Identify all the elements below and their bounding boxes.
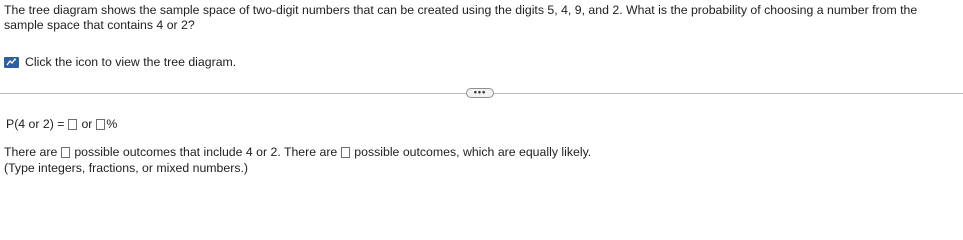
tree-diagram-icon[interactable] (4, 57, 19, 68)
probability-fraction-input[interactable] (68, 119, 77, 130)
question-text: The tree diagram shows the sample space of two-digit numbers that can be created using the digits 5, 4, 9, and 2. What is the probability of choosing a number from the sample space that contains 4 or 2? (4, 3, 918, 32)
probability-prefix: P(4 or 2) = (6, 117, 65, 131)
outcomes-text-part3: possible outcomes, which are equally likely. (354, 145, 592, 159)
probability-percent-input[interactable] (96, 119, 105, 130)
answer-format-hint: (Type integers, fractions, or mixed numbers.) (4, 161, 248, 175)
probability-answer-row (6, 117, 117, 131)
tree-diagram-link-row (4, 55, 236, 69)
favorable-outcomes-input[interactable] (61, 147, 70, 158)
outcomes-sentence-row (4, 145, 591, 159)
total-outcomes-input[interactable] (341, 147, 350, 158)
probability-or-text: or (81, 117, 93, 131)
percent-sign: % (106, 117, 118, 131)
outcomes-text-part1: There are (4, 145, 58, 159)
outcomes-text-part2: possible outcomes that include 4 or 2. There are (74, 145, 338, 159)
more-button[interactable] (466, 88, 494, 98)
tree-diagram-instruction: Click the icon to view the tree diagram. (25, 55, 237, 69)
more-dots: ••• (473, 87, 487, 97)
